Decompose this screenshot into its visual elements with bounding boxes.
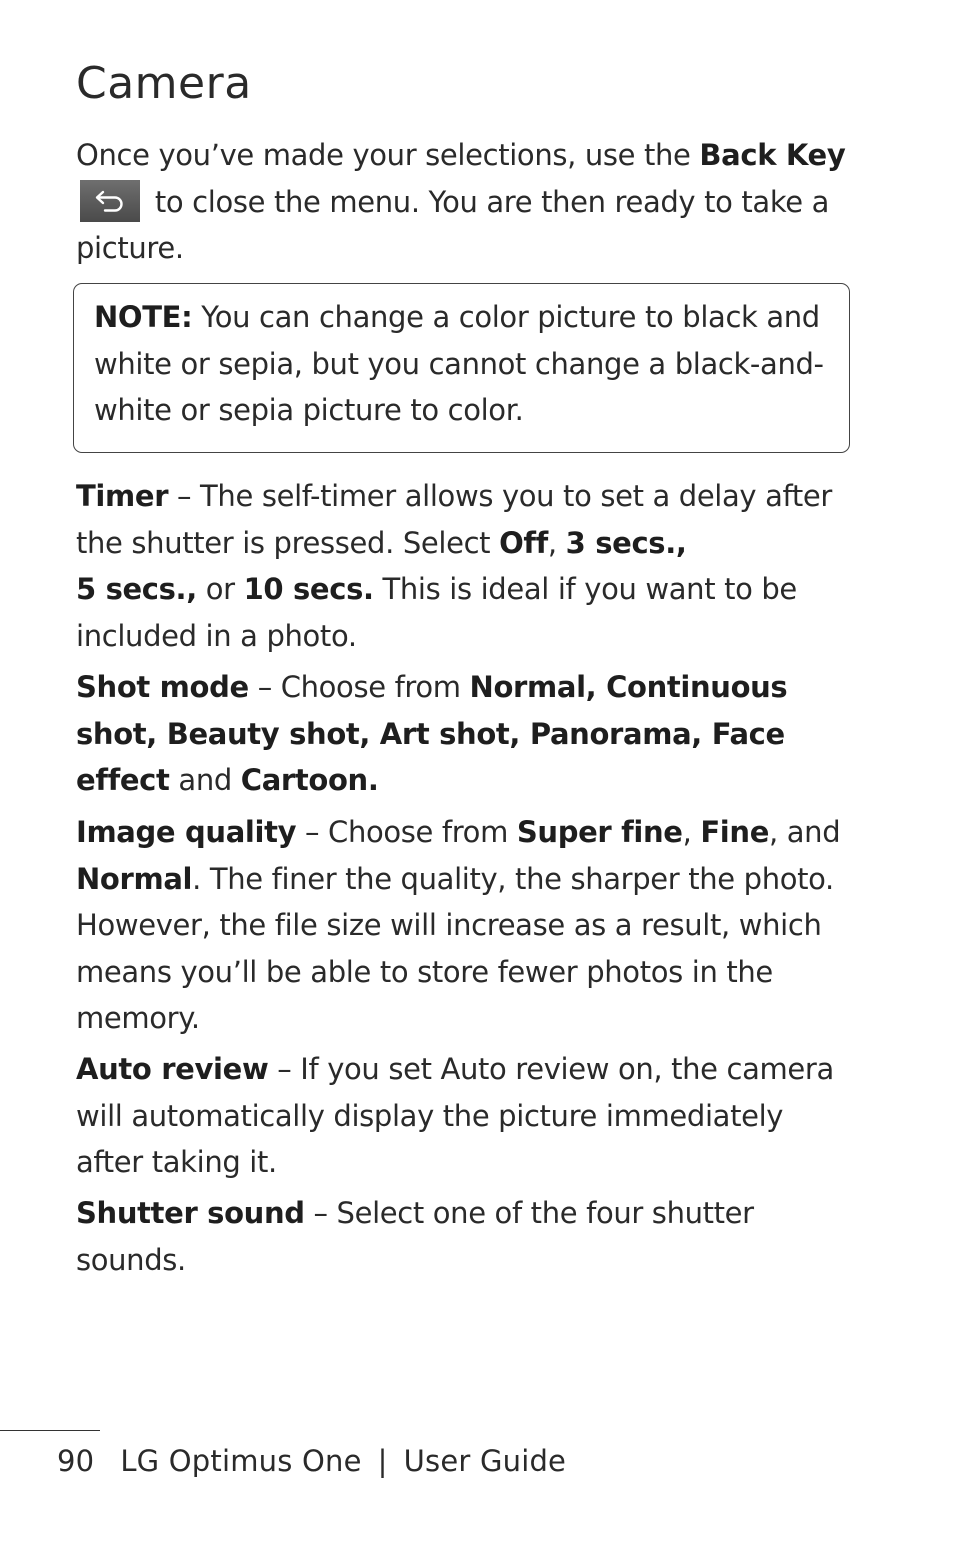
timer-option-3: 3 secs., <box>565 525 687 560</box>
image-quality-option-super-fine: Super fine <box>516 815 683 849</box>
shot-mode-section <box>76 664 856 804</box>
page-title: Camera <box>76 58 252 109</box>
note-label: NOTE: <box>94 300 193 334</box>
image-quality-text-end: . The finer the quality, the sharper the photo. However, the file size will increase as a result, which means you’ll be able to store fewer photos in the memory. <box>76 861 834 1035</box>
note-box <box>73 283 850 453</box>
footer-rule <box>0 1430 100 1431</box>
footer-guide: User Guide <box>403 1444 567 1478</box>
auto-review-section <box>76 1046 856 1186</box>
image-quality-text-and: , and <box>769 815 841 849</box>
back-key-label: Back Key <box>699 138 846 172</box>
image-quality-term: Image quality <box>76 815 297 849</box>
shutter-sound-section <box>76 1190 856 1283</box>
auto-review-term: Auto review <box>76 1052 269 1086</box>
shutter-sound-text: – Select one of the four shutter sounds. <box>76 1196 754 1277</box>
timer-text-sep: , <box>547 525 566 560</box>
image-quality-text: – Choose from <box>296 815 517 849</box>
footer-product: LG Optimus One <box>120 1444 362 1478</box>
note-paragraph <box>94 294 829 434</box>
image-quality-option-fine: Fine <box>700 815 770 849</box>
shot-mode-options: Normal, Continuous shot, Beauty shot, Art shot, Panorama, Face effect <box>76 670 788 797</box>
image-quality-option-normal: Normal <box>76 861 193 896</box>
shot-mode-term: Shot mode <box>76 670 249 704</box>
intro-paragraph <box>76 132 846 272</box>
timer-text-or: or <box>196 572 244 606</box>
timer-option-10: 10 secs. <box>243 572 374 606</box>
timer-term: Timer <box>76 479 169 513</box>
shot-mode-option-cartoon: Cartoon. <box>240 763 379 797</box>
intro-text-1: Once you’ve made your selections, use the <box>76 138 700 172</box>
footer-separator: | <box>377 1444 388 1478</box>
image-quality-section <box>76 809 856 1042</box>
shot-mode-text: – Choose from <box>248 670 470 704</box>
timer-option-5: 5 secs., <box>76 572 197 606</box>
timer-text-end: This is ideal if you want to be included in a photo. <box>76 572 797 653</box>
page-number: 90 <box>57 1444 95 1478</box>
shot-mode-text-and: and <box>169 763 241 797</box>
image-quality-text-sep: , <box>682 815 701 849</box>
intro-text-2: to close the menu. You are then ready to take a picture. <box>76 184 830 265</box>
timer-text: – The self-timer allows you to set a delay after the shutter is pressed. Select <box>76 479 832 560</box>
footer <box>57 1444 566 1478</box>
auto-review-text: – If you set Auto review on, the camera will automatically display the picture immediately after taking it. <box>76 1052 834 1179</box>
timer-option-off: Off <box>499 525 548 560</box>
back-arrow-icon <box>80 180 140 222</box>
timer-section <box>76 473 856 659</box>
note-text: You can change a color picture to black and white or sepia, but you cannot change a black-and-white or sepia picture to color. <box>94 300 824 427</box>
shutter-sound-term: Shutter sound <box>76 1196 305 1230</box>
